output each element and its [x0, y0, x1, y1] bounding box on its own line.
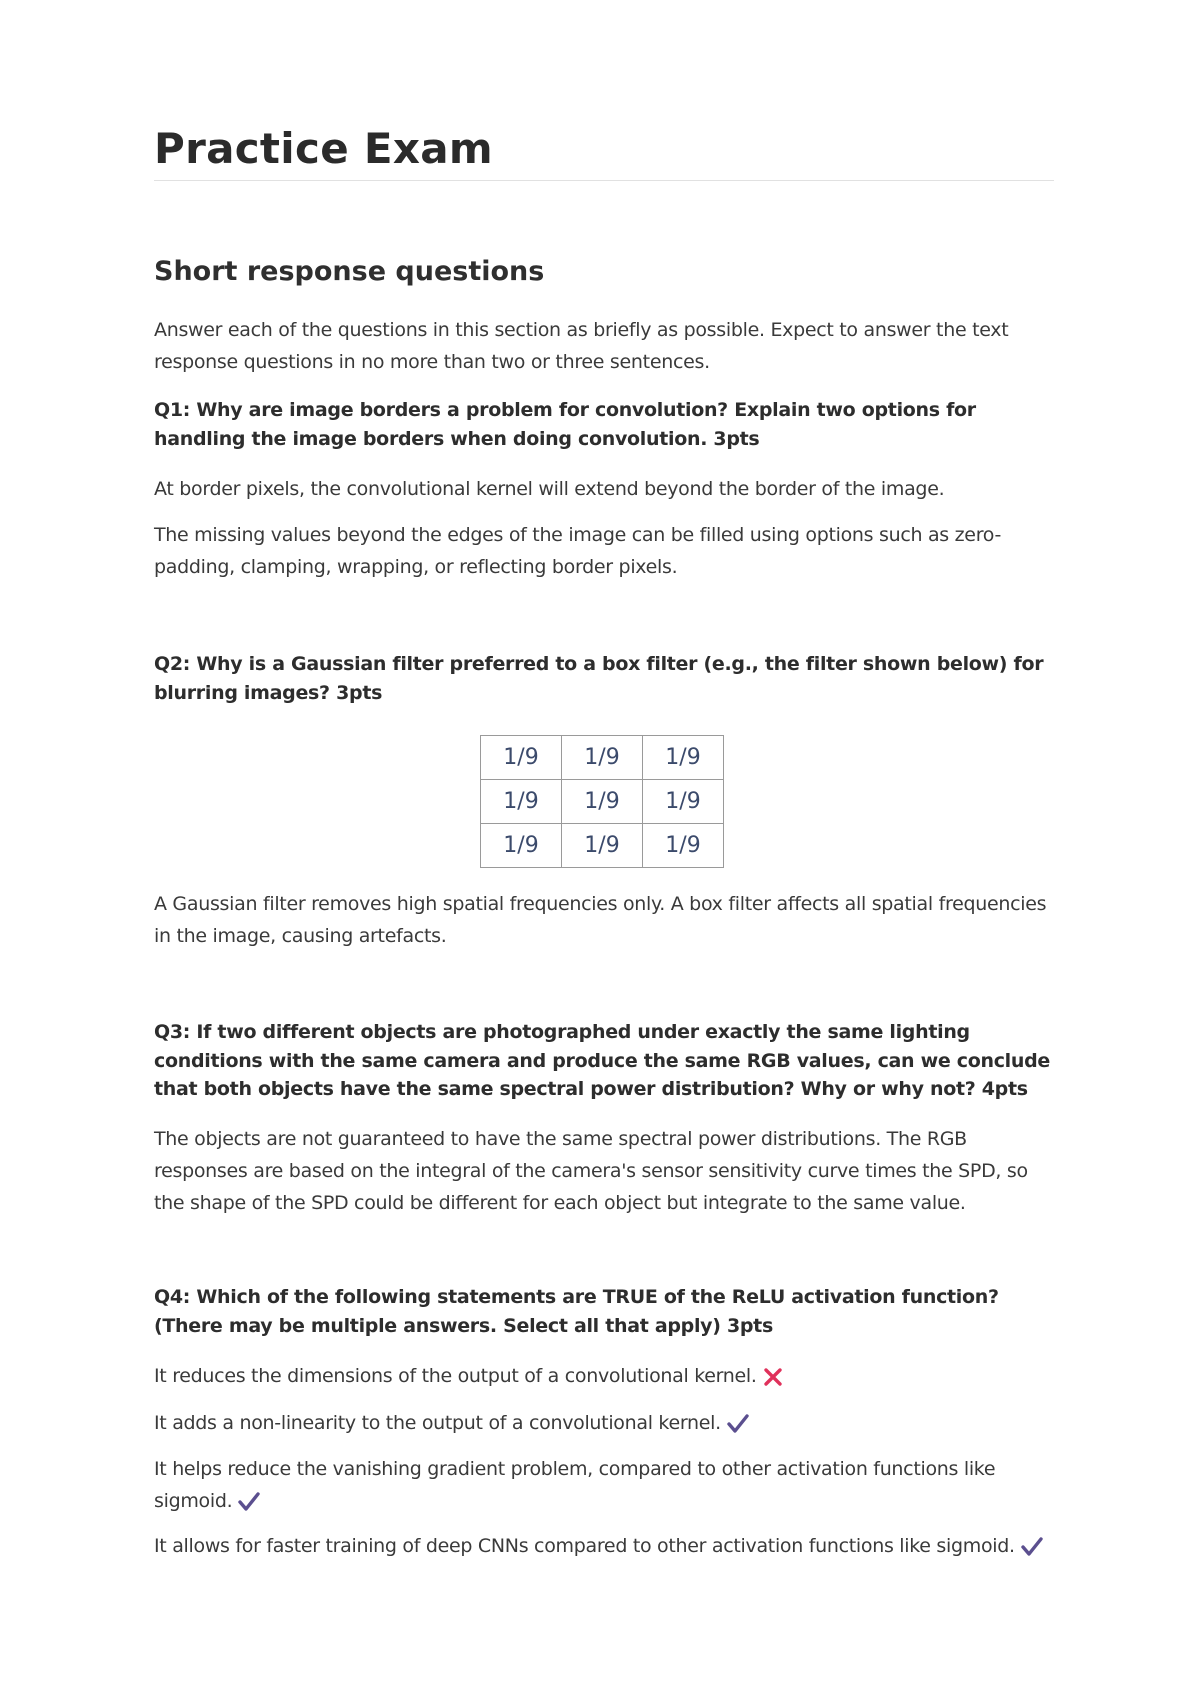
q3-question: Q3: If two different objects are photographed under exactly the same lighting conditions with the same camera and produce the same RGB values, can we conclude that both objects have the same spectral power distribution? Why or why not? 4pts: [154, 1021, 1050, 1100]
filter-cell: 1/9: [481, 780, 562, 824]
q4-question: Q4: Which of the following statements are TRUE of the ReLU activation function? (There may be multiple answers. Select all that apply) 3pts: [154, 1286, 999, 1337]
q1-answer-2: The missing values beyond the edges of the image can be filled using options such as zero-padding, clamping, wrapping, or reflecting border pixels.: [154, 524, 1002, 578]
cross-icon: [763, 1367, 783, 1387]
box-filter-table: [480, 735, 724, 868]
q4-option: [154, 1453, 1054, 1517]
filter-row: [481, 824, 724, 868]
q4-option-text: It reduces the dimensions of the output of a convolutional kernel.: [154, 1365, 757, 1387]
filter-cell: 1/9: [643, 824, 724, 868]
filter-cell: 1/9: [643, 780, 724, 824]
q1-answer-1: At border pixels, the convolutional kernel will extend beyond the border of the image.: [154, 478, 945, 500]
q2-answer: A Gaussian filter removes high spatial frequencies only. A box filter affects all spatial frequencies in the image, causing artefacts.: [154, 893, 1047, 947]
check-icon: [727, 1414, 749, 1434]
q4-option: [154, 1407, 1054, 1439]
check-icon: [1021, 1537, 1043, 1557]
filter-row: [481, 736, 724, 780]
section-intro: Answer each of the questions in this section as briefly as possible. Expect to answer the text response questions in no more than two or three sentences.: [154, 319, 1009, 373]
q4-option-text: It allows for faster training of deep CNNs compared to other activation functions like sigmoid.: [154, 1535, 1015, 1557]
q2-question: Q2: Why is a Gaussian filter preferred to a box filter (e.g., the filter shown below) for blurring images? 3pts: [154, 653, 1044, 704]
filter-row: [481, 780, 724, 824]
section-heading: Short response questions: [154, 256, 545, 287]
q1-question: Q1: Why are image borders a problem for convolution? Explain two options for handling the image borders when doing convolution. 3pts: [154, 399, 976, 450]
check-icon: [238, 1492, 260, 1512]
q4-option: [154, 1530, 1054, 1562]
q4-option: [154, 1360, 1054, 1392]
filter-cell: 1/9: [562, 780, 643, 824]
filter-cell: 1/9: [562, 736, 643, 780]
q4-option-text: It helps reduce the vanishing gradient problem, compared to other activation functions like sigmoid.: [154, 1458, 996, 1512]
title-divider: [154, 180, 1054, 181]
q3-answer: The objects are not guaranteed to have the same spectral power distributions. The RGB responses are based on the integral of the camera's sensor sensitivity curve times the SPD, so the shape of the SPD could be different for each object but integrate to the same value.: [154, 1128, 1028, 1214]
q4-option-text: It adds a non-linearity to the output of a convolutional kernel.: [154, 1412, 721, 1434]
filter-cell: 1/9: [562, 824, 643, 868]
filter-cell: 1/9: [643, 736, 724, 780]
page-title: Practice Exam: [154, 124, 493, 173]
filter-cell: 1/9: [481, 824, 562, 868]
filter-cell: 1/9: [481, 736, 562, 780]
